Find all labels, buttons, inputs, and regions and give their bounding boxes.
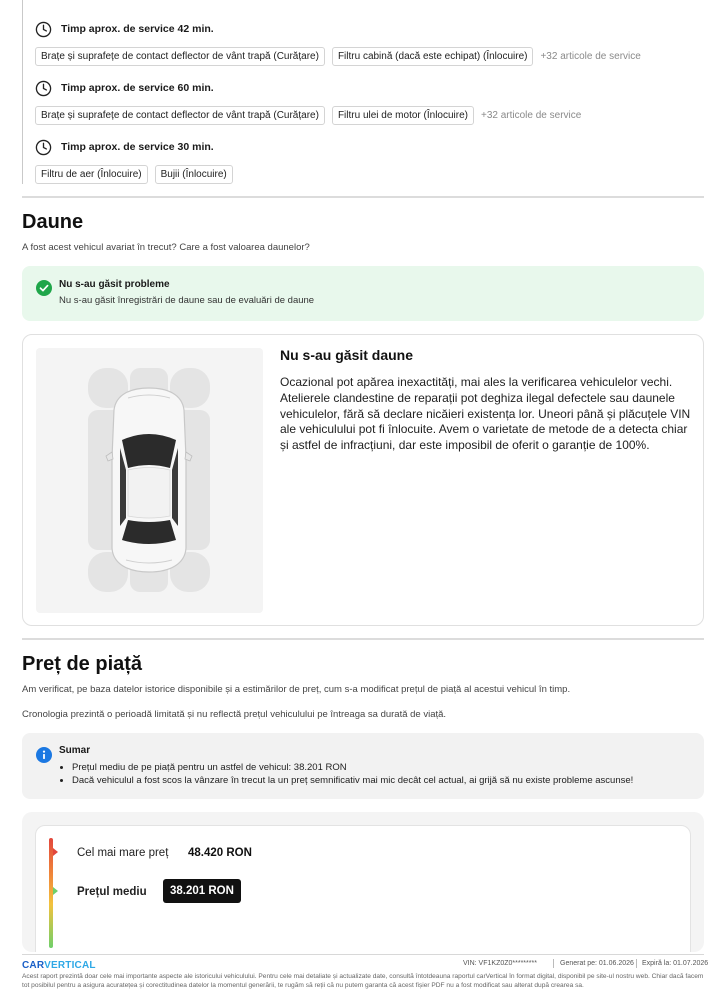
damage-status-title: Nu s-au găsit probleme bbox=[59, 279, 170, 290]
market-note: Cronologia prezintă o perioadă limitată și nu reflectă prețul vehiculului pe întreaga sa durată de viață. bbox=[22, 709, 447, 720]
service-group bbox=[35, 78, 581, 125]
footer-disclaimer: Acest raport prezintă doar cele mai importante aspecte ale istoricului vehiculului. Pentru cele mai detaliate și actualizate date, consultă întotdeauna raportul carVertical în format digital, disponibil pe site-ul nostru web. Chiar dacă facem tot posibilul pentru a asigura acuratețea și corectitudinea datelor la momentul generării, te rugăm să reții că nu putem garanta că acest fișier PDF nu a fost modificat sau alterat după crearea sa. bbox=[22, 973, 704, 989]
service-item-chip: Bujii (Înlocuire) bbox=[155, 165, 233, 184]
damage-status-box bbox=[22, 266, 704, 321]
page-footer bbox=[0, 954, 724, 999]
average-price-value: 38.201 RON bbox=[163, 879, 241, 903]
summary-list bbox=[72, 761, 633, 787]
damage-card bbox=[22, 334, 704, 626]
damage-card-title: Nu s-au găsit daune bbox=[280, 347, 414, 363]
more-service-items: +32 articole de service bbox=[540, 51, 641, 62]
service-item-chip: Filtru cabină (dacă este echipat) (Înlocuire) bbox=[332, 47, 534, 66]
price-panel bbox=[22, 812, 704, 952]
vin-text: VIN: VF1KZ0Z0********* bbox=[463, 960, 537, 967]
expiry-date: Expiră la: 01.07.2026 bbox=[642, 960, 709, 967]
car-top-view-image bbox=[36, 348, 263, 613]
service-time-title: Timp aprox. de service 42 min. bbox=[61, 23, 214, 35]
section-divider bbox=[22, 196, 704, 198]
clock-icon bbox=[35, 139, 52, 156]
more-service-items: +32 articole de service bbox=[480, 110, 582, 121]
carvertical-logo: CARVERTICAL bbox=[22, 960, 96, 971]
service-item-chip: Filtru de aer (Înlocuire) bbox=[35, 165, 148, 184]
clock-icon bbox=[35, 80, 52, 97]
car-diagram bbox=[36, 348, 263, 613]
damage-question: A fost acest vehicul avariat în trecut? Care a fost valoarea daunelor? bbox=[22, 242, 310, 253]
service-group bbox=[35, 137, 240, 184]
damage-card-text: Ocazional pot apărea inexactități, mai ales la verificarea vehiculelor vechi. Atelierele clandestine de reparații pot deghiza ilegal defectele sau daunele vehiculelor, fără să declare nicăieri existența lor. Uneori până și plăcuțele VIN ale vehiculului pot fi înlocuite. Avem o varietate de metode de a detecta chiar și astfel de infracțiuni, dar este imposibil de oferit o garanție de 100%. bbox=[280, 375, 691, 453]
service-group bbox=[35, 19, 641, 66]
check-circle-icon bbox=[36, 280, 52, 296]
summary-item: • Dacă vehiculul a fost scos la vânzare în trecut la un preț semnificativ mai mic decât cel actual, ai grijă să nu existe probleme ascunse! bbox=[72, 774, 633, 787]
highest-price-value: 48.420 RON bbox=[188, 847, 252, 859]
highest-price-marker bbox=[53, 848, 58, 856]
info-icon bbox=[36, 747, 52, 763]
market-intro: Am verificat, pe baza datelor istorice disponibile și a estimărilor de preț, cum s-a modificat prețul de piață al acestui vehicul în timp. bbox=[22, 684, 571, 695]
average-price-label: Prețul mediu bbox=[77, 886, 147, 898]
generated-date: Generat pe: 01.06.2026 bbox=[560, 960, 634, 967]
service-timeline bbox=[22, 0, 702, 184]
damage-status-text: Nu s-au găsit înregistrări de daune sau de evaluări de daune bbox=[59, 295, 315, 306]
service-time-title: Timp aprox. de service 60 min. bbox=[61, 82, 214, 94]
average-price-marker bbox=[53, 887, 58, 895]
market-summary-box bbox=[22, 733, 704, 799]
service-item-chip: Brațe și suprafețe de contact deflector de vânt trapă (Curățare) bbox=[35, 47, 325, 66]
clock-icon bbox=[35, 21, 52, 38]
service-item-chip: Brațe și suprafețe de contact deflector de vânt trapă (Curățare) bbox=[35, 106, 325, 125]
damage-heading: Daune bbox=[22, 211, 84, 233]
section-divider bbox=[22, 638, 704, 640]
summary-title: Sumar bbox=[59, 745, 91, 756]
summary-item: • Prețul mediu de pe piață pentru un astfel de vehicul: 38.201 RON bbox=[72, 761, 633, 774]
service-item-chip: Filtru ulei de motor (Înlocuire) bbox=[332, 106, 474, 125]
price-card bbox=[35, 825, 691, 952]
market-heading: Preț de piață bbox=[22, 653, 143, 675]
highest-price-label: Cel mai mare preț bbox=[77, 847, 169, 859]
service-time-title: Timp aprox. de service 30 min. bbox=[61, 141, 214, 153]
